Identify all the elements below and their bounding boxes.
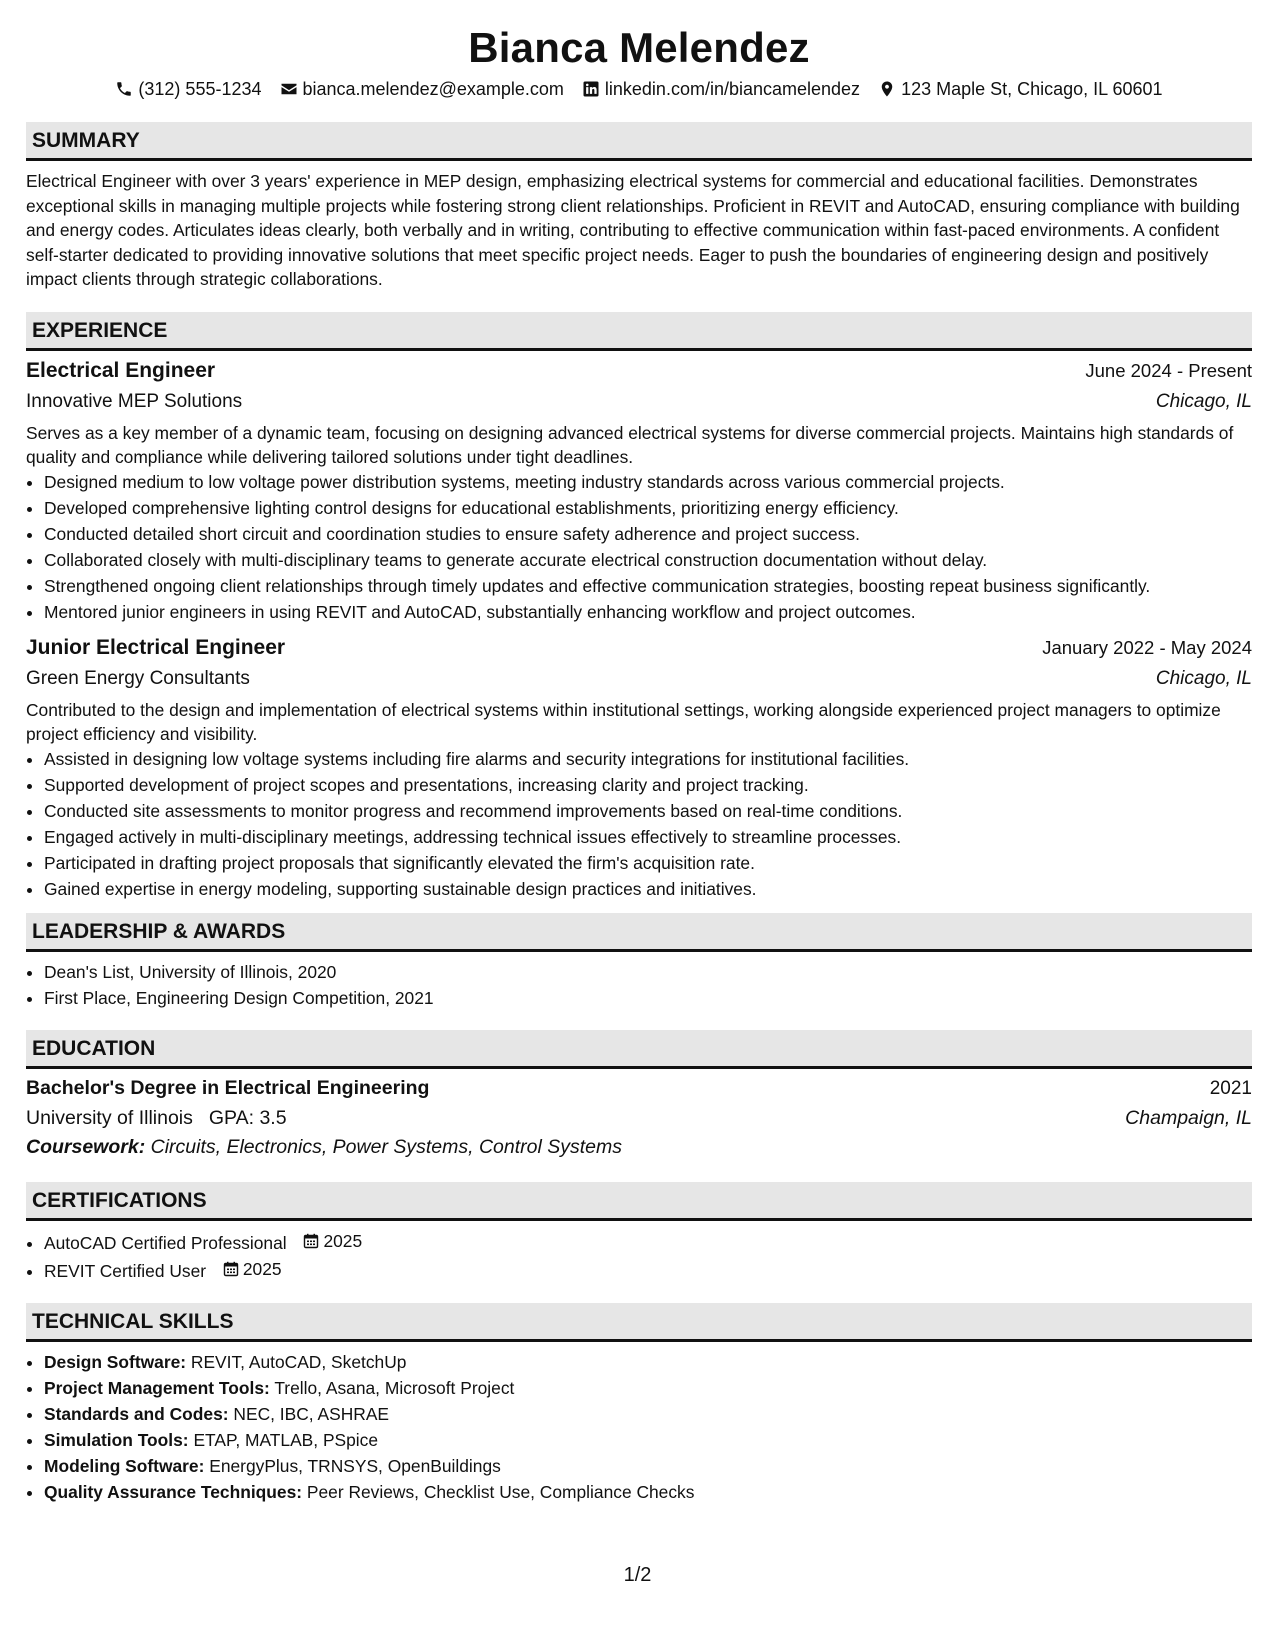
coursework-label: Coursework: bbox=[26, 1135, 146, 1158]
list-item bbox=[44, 1428, 1252, 1452]
job-company: Green Energy Consultants bbox=[26, 667, 250, 689]
cert-year: 2025 bbox=[242, 1258, 282, 1279]
cert-date bbox=[303, 1229, 362, 1253]
map-pin-icon bbox=[878, 80, 896, 98]
list-item: • Assisted in designing low voltage systems including fire alarms and security integrations for institutional facilities. bbox=[44, 747, 1252, 771]
phone-icon bbox=[115, 80, 133, 98]
contact-linkedin[interactable] bbox=[582, 79, 860, 100]
experience-section bbox=[26, 312, 1252, 901]
section-heading: LEADERSHIP & AWARDS bbox=[26, 913, 1252, 952]
list-item: • Collaborated closely with multi-disciplinary teams to generate accurate electrical construction documentation without delay. bbox=[44, 548, 1252, 572]
list-item: • Participated in drafting project proposals that significantly elevated the firm's acquisition rate. bbox=[44, 851, 1252, 875]
list-item: • Conducted detailed short circuit and coordination studies to ensure safety adherence and project success. bbox=[44, 522, 1252, 546]
certifications-list bbox=[26, 1229, 1252, 1283]
job-title: Electrical Engineer bbox=[26, 358, 216, 382]
summary-text: Electrical Engineer with over 3 years' experience in MEP design, emphasizing electrical systems for commercial and educational facilities. Demonstrates exceptional skills in managing multiple projects while fostering strong client relationships. Proficient in REVIT and AutoCAD, ensuring compliance with building and energy codes. Articulates ideas clearly, both verbally and in writing, contributing to effective communication within fast-paced environments. A confident self-starter dedicated to providing innovative solutions that meet specific project needs. Eager to push the boundaries of engineering design and positively impact clients through strategic collaborations. bbox=[26, 171, 1240, 289]
list-item: • Supported development of project scopes and presentations, increasing clarity and project tracking. bbox=[44, 773, 1252, 797]
summary-section bbox=[26, 122, 1252, 292]
job-dates: June 2024 - Present bbox=[1085, 359, 1252, 381]
list-item bbox=[44, 1257, 1252, 1283]
skill-label: Quality Assurance Techniques: bbox=[44, 1481, 303, 1502]
phone-text: (312) 555-1234 bbox=[138, 78, 262, 99]
list-item: • Developed comprehensive lighting control designs for educational establishments, prioritizing energy efficiency. bbox=[44, 496, 1252, 520]
section-heading: TECHNICAL SKILLS bbox=[26, 1303, 1252, 1342]
section-heading: SUMMARY bbox=[26, 122, 1252, 161]
section-heading: EDUCATION bbox=[26, 1030, 1252, 1069]
resume-page bbox=[26, 22, 1252, 1506]
contact-bar bbox=[26, 76, 1252, 102]
list-item bbox=[44, 1350, 1252, 1374]
candidate-name: Bianca Melendez bbox=[468, 24, 810, 71]
email-text[interactable]: bianca.melendez@example.com bbox=[302, 78, 564, 99]
skill-value: NEC, IBC, ASHRAE bbox=[233, 1403, 390, 1424]
leadership-section bbox=[26, 913, 1252, 1010]
job-location: Chicago, IL bbox=[1155, 667, 1252, 689]
calendar-icon bbox=[223, 1261, 239, 1277]
contact-email[interactable] bbox=[280, 79, 564, 100]
certifications-section bbox=[26, 1182, 1252, 1283]
school-location: Champaign, IL bbox=[1125, 1106, 1252, 1129]
education-section bbox=[26, 1030, 1252, 1162]
coursework bbox=[26, 1132, 1252, 1162]
cert-name: AutoCAD Certified Professional bbox=[44, 1232, 287, 1253]
job-description: Contributed to the design and implementation of electrical systems within institutional settings, working alongside experienced project managers to optimize project efficiency and visibility. bbox=[26, 699, 1221, 744]
address-text: 123 Maple St, Chicago, IL 60601 bbox=[901, 78, 1163, 99]
calendar-icon bbox=[303, 1233, 319, 1249]
job-location: Chicago, IL bbox=[1155, 390, 1252, 412]
list-item bbox=[44, 1229, 1252, 1255]
cert-year: 2025 bbox=[323, 1230, 363, 1251]
job-dates: January 2022 - May 2024 bbox=[1042, 636, 1252, 658]
list-item: • Mentored junior engineers in using REVIT and AutoCAD, substantially enhancing workflow and project outcomes. bbox=[44, 600, 1252, 624]
linkedin-icon bbox=[582, 80, 600, 98]
skills-section bbox=[26, 1303, 1252, 1504]
job-company: Innovative MEP Solutions bbox=[26, 390, 243, 412]
skill-label: Standards and Codes: bbox=[44, 1403, 229, 1424]
contact-phone bbox=[115, 79, 261, 100]
skills-list bbox=[26, 1350, 1252, 1504]
job-entry bbox=[26, 355, 1252, 624]
list-item bbox=[44, 1376, 1252, 1400]
list-item bbox=[44, 1454, 1252, 1478]
school-name: University of Illinois bbox=[26, 1106, 193, 1129]
degree-title: Bachelor's Degree in Electrical Engineering bbox=[26, 1076, 430, 1099]
page-number: 1/2 bbox=[623, 1564, 652, 1586]
contact-address bbox=[878, 79, 1163, 100]
skill-label: Design Software: bbox=[44, 1351, 187, 1372]
job-title: Junior Electrical Engineer bbox=[26, 635, 286, 659]
list-item: • Engaged actively in multi-disciplinary meetings, addressing technical issues effectively to streamline processes. bbox=[44, 825, 1252, 849]
skill-label: Modeling Software: bbox=[44, 1455, 205, 1476]
cert-name: REVIT Certified User bbox=[44, 1260, 207, 1281]
list-item: • Gained expertise in energy modeling, supporting sustainable design practices and initiatives. bbox=[44, 877, 1252, 901]
list-item: • Dean's List, University of Illinois, 2020 bbox=[44, 960, 1252, 984]
skill-label: Simulation Tools: bbox=[44, 1429, 189, 1450]
job-entry bbox=[26, 632, 1252, 901]
list-item bbox=[44, 1402, 1252, 1426]
job-bullets bbox=[26, 747, 1252, 901]
gpa: GPA: 3.5 bbox=[208, 1106, 287, 1129]
list-item: • Designed medium to low voltage power distribution systems, meeting industry standards across various commercial projects. bbox=[44, 470, 1252, 494]
section-heading: CERTIFICATIONS bbox=[26, 1182, 1252, 1221]
skill-value: Peer Reviews, Checklist Use, Compliance Checks bbox=[306, 1481, 695, 1502]
awards-list bbox=[26, 960, 1252, 1010]
school-line bbox=[26, 1104, 287, 1132]
skill-value: EnergyPlus, TRNSYS, OpenBuildings bbox=[209, 1455, 501, 1476]
cert-date bbox=[223, 1257, 282, 1281]
list-item bbox=[44, 1480, 1252, 1504]
coursework-list: Circuits, Electronics, Power Systems, Control Systems bbox=[150, 1135, 622, 1158]
section-heading: EXPERIENCE bbox=[26, 312, 1252, 351]
list-item: • First Place, Engineering Design Competition, 2021 bbox=[44, 986, 1252, 1010]
linkedin-text[interactable]: linkedin.com/in/biancamelendez bbox=[604, 78, 861, 99]
skill-value: REVIT, AutoCAD, SketchUp bbox=[190, 1351, 407, 1372]
skill-value: Trello, Asana, Microsoft Project bbox=[274, 1377, 515, 1398]
skill-label: Project Management Tools: bbox=[44, 1377, 270, 1398]
list-item: • Strengthened ongoing client relationships through timely updates and effective communication strategies, boosting repeat business significantly. bbox=[44, 574, 1252, 598]
list-item: • Conducted site assessments to monitor progress and recommend improvements based on real-time conditions. bbox=[44, 799, 1252, 823]
envelope-icon bbox=[280, 80, 298, 98]
skill-value: ETAP, MATLAB, PSpice bbox=[193, 1429, 379, 1450]
job-bullets bbox=[26, 470, 1252, 624]
graduation-year: 2021 bbox=[1209, 1077, 1252, 1099]
job-description: Serves as a key member of a dynamic team, focusing on designing advanced electrical systems for diverse commercial projects. Maintains high standards of quality and compliance while delivering tailored solutions under tight deadlines. bbox=[26, 422, 1234, 467]
